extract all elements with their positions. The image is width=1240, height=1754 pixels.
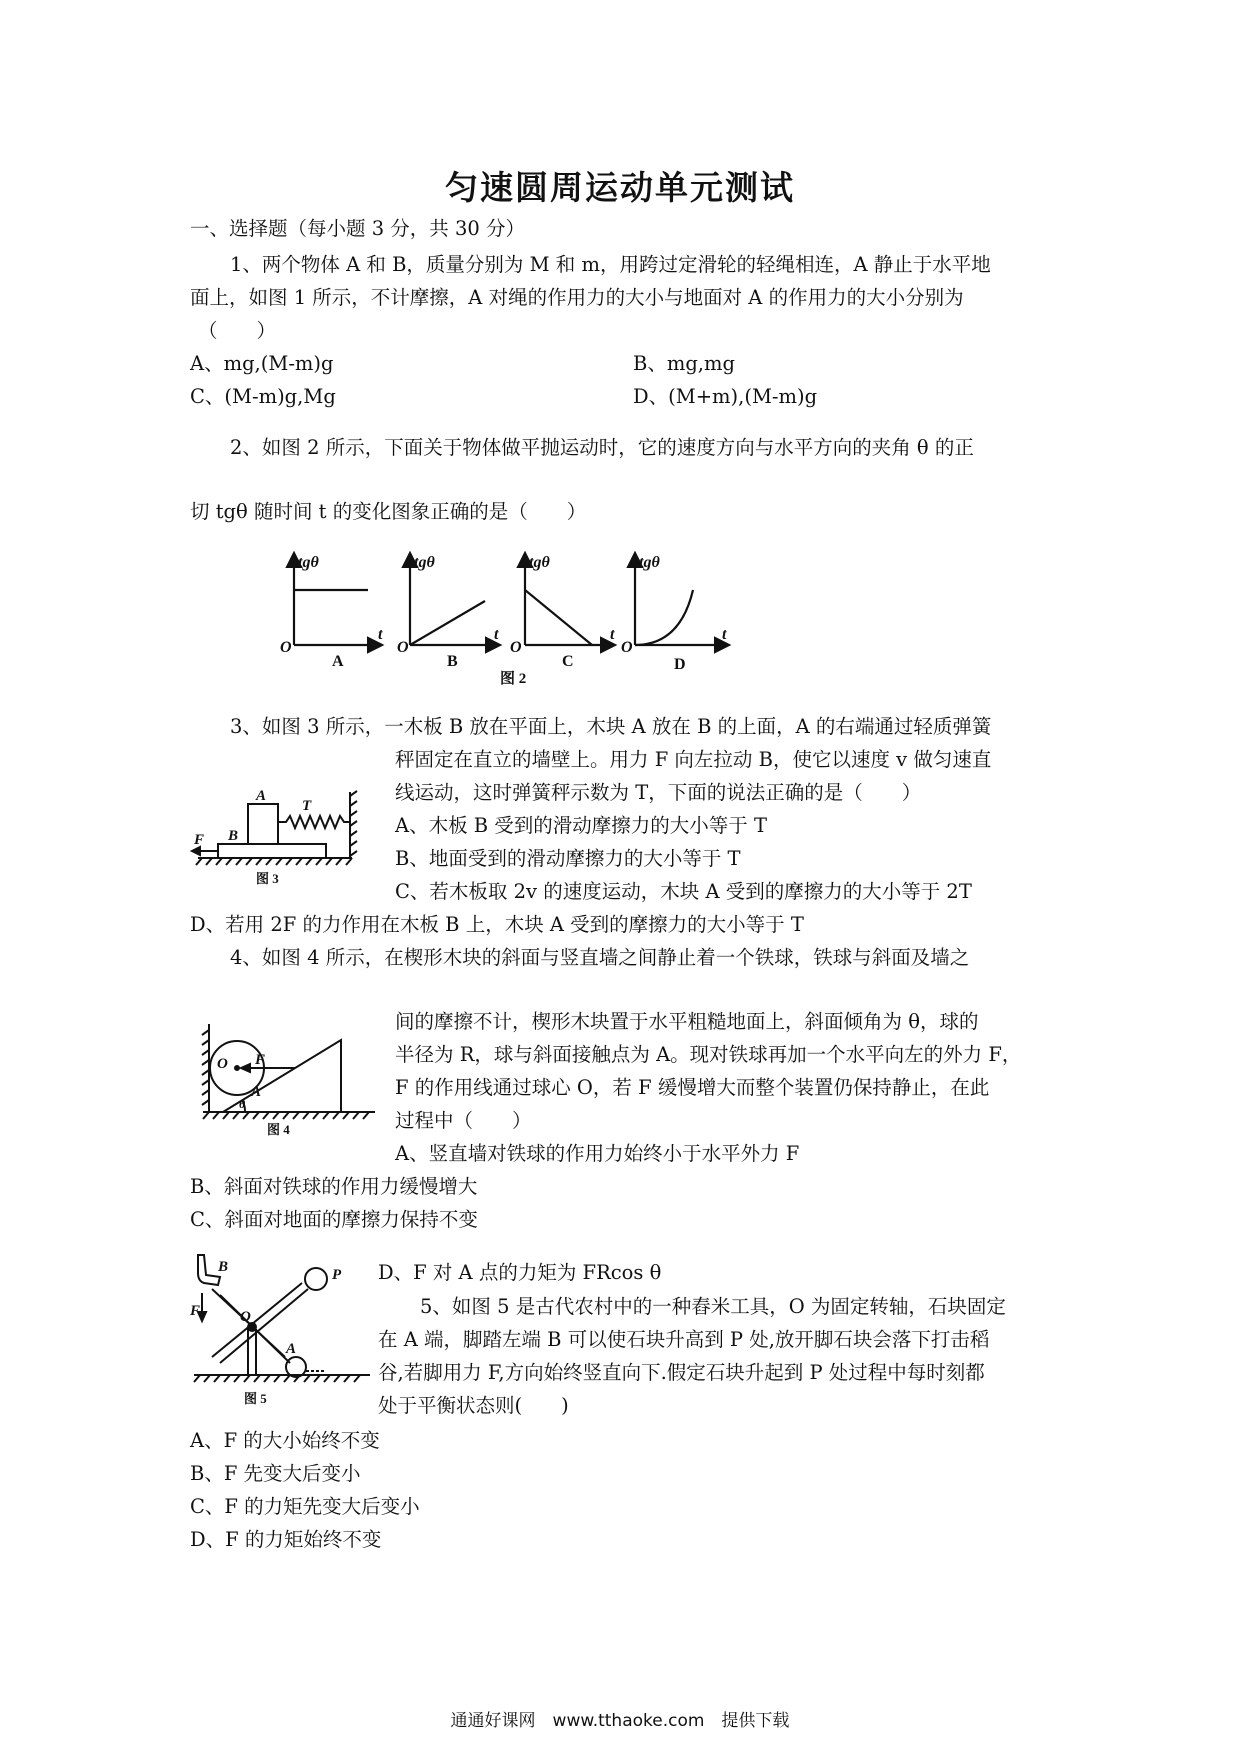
q1-line-1: 1、两个物体 A 和 B，质量分别为 M 和 m，用跨过定滑轮的轻绳相连，A 静止于水平地 — [230, 253, 991, 276]
q5-line-3: 谷,若脚用力 F,方向始终竖直向下.假定石块升起到 P 处过程中每时刻都 — [378, 1361, 985, 1384]
graph-d-label: D — [674, 656, 686, 673]
q3-option-a: A、木板 B 受到的滑动摩擦力的大小等于 T — [395, 814, 768, 837]
q5-line-4: 处于平衡状态则( ) — [378, 1394, 569, 1417]
q1-option-c: C、(M-m)g,Mg — [190, 385, 336, 408]
block-a — [248, 804, 278, 844]
figure-5 — [190, 1245, 385, 1415]
label-a: A — [286, 1341, 297, 1357]
figure-4 — [195, 1010, 385, 1140]
q5-option-c: C、F 的力矩先变大后变小 — [190, 1495, 420, 1518]
graph-c-xlabel: t — [610, 626, 615, 643]
q4-line-3: 半径为 R，球与斜面接触点为 A。现对铁球再加一个水平向左的外力 F， — [395, 1043, 1022, 1066]
q1-option-b: B、mg,mg — [633, 352, 735, 375]
label-theta: θ — [239, 1097, 246, 1111]
q5-option-d: D、F 的力矩始终不变 — [190, 1528, 382, 1551]
q1-line-3: （ ） — [198, 319, 277, 342]
label-a: A — [256, 788, 267, 804]
figure-2-caption: 图 2 — [500, 671, 527, 687]
figure-3 — [190, 772, 365, 892]
label-f: F — [190, 1303, 201, 1319]
label-o: O — [240, 1309, 251, 1325]
q4-line-5: 过程中（ ） — [395, 1109, 532, 1132]
q4-option-c: C、斜面对地面的摩擦力保持不变 — [190, 1208, 478, 1231]
graph-b-xlabel: t — [494, 626, 499, 643]
footer-credit: 通通好课网 www.tthaoke.com 提供下载 — [450, 1711, 790, 1731]
q3-option-b: B、地面受到的滑动摩擦力的大小等于 T — [395, 847, 741, 870]
graph-a-ylabel: tgθ — [298, 554, 319, 571]
q4-line-1: 4、如图 4 所示，在楔形木块的斜面与竖直墙之间静止着一个铁球，铁球与斜面及墙之 — [230, 946, 970, 969]
q3-option-c: C、若木板取 2v 的速度运动，木块 A 受到的摩擦力的大小等于 2T — [395, 880, 972, 903]
board-b — [218, 844, 326, 858]
graph-d-xlabel: t — [722, 626, 727, 643]
foot — [198, 1255, 220, 1285]
figure-5-caption: 图 5 — [244, 1391, 267, 1406]
graph-a-origin: O — [280, 639, 292, 656]
q3-line-1: 3、如图 3 所示，一木板 B 放在平面上，木块 A 放在 B 的上面，A 的右端通过轻质弹簧 — [230, 715, 992, 738]
graph-b-origin: O — [397, 639, 409, 656]
label-f: F — [255, 1052, 266, 1068]
q4-option-d: D、F 对 A 点的力矩为 FRcos θ — [378, 1261, 662, 1284]
label-b: B — [228, 828, 239, 844]
q4-option-b: B、斜面对铁球的作用力缓慢增大 — [190, 1175, 478, 1198]
label-p: P — [332, 1267, 342, 1283]
graph-b-label: B — [447, 653, 458, 670]
graph-c-origin: O — [510, 639, 522, 656]
q2-line-2: 切 tgθ 随时间 t 的变化图象正确的是（ ） — [190, 500, 587, 523]
q1-option-d: D、(M+m),(M-m)g — [633, 385, 818, 408]
q4-option-a: A、竖直墙对铁球的作用力始终小于水平外力 F — [395, 1142, 800, 1165]
graph-c-ylabel: tgθ — [529, 554, 550, 571]
q5-option-a: A、F 的大小始终不变 — [190, 1429, 380, 1452]
spring-scale — [278, 816, 350, 828]
graph-a-label: A — [332, 653, 344, 670]
page-title: 匀速圆周运动单元测试 — [445, 168, 795, 207]
q5-line-1: 5、如图 5 是古代农村中的一种舂米工具，O 为固定转轴，石块固定 — [420, 1295, 1006, 1318]
q5-option-b: B、F 先变大后变小 — [190, 1462, 361, 1485]
q4-line-2: 间的摩擦不计，楔形木块置于水平粗糙地面上，斜面倾角为 θ，球的 — [395, 1010, 979, 1033]
q5-line-2: 在 A 端，脚踏左端 B 可以使石块升高到 P 处,放开脚石块会落下打击稻 — [378, 1328, 990, 1351]
q4-line-4: F 的作用线通过球心 O，若 F 缓慢增大而整个装置仍保持静止，在此 — [395, 1076, 990, 1099]
q2-line-1: 2、如图 2 所示，下面关于物体做平抛运动时，它的速度方向与水平方向的夹角 θ 的正 — [230, 436, 974, 459]
stone-at-p — [305, 1268, 327, 1290]
section-heading: 一、选择题（每小题 3 分，共 30 分） — [190, 217, 526, 240]
graph-d-ylabel: tgθ — [639, 554, 660, 571]
figure-4-caption: 图 4 — [267, 1122, 290, 1137]
q3-line-3: 线运动，这时弹簧秤示数为 T，下面的说法正确的是（ ） — [395, 781, 922, 804]
figure-3-caption: 图 3 — [256, 871, 279, 886]
label-f: F — [194, 832, 205, 848]
graph-a-xlabel: t — [378, 626, 383, 643]
q3-line-2: 秤固定在直立的墙壁上。用力 F 向左拉动 B，使它以速度 v 做匀速直 — [395, 748, 992, 771]
graph-b-ylabel: tgθ — [414, 554, 435, 571]
label-a: A — [251, 1084, 262, 1100]
label-o: O — [217, 1056, 228, 1072]
q1-option-a: A、mg,(M-m)g — [190, 352, 334, 375]
label-b: B — [218, 1259, 229, 1275]
graph-c-label: C — [562, 653, 574, 670]
label-t: T — [302, 798, 312, 814]
figure-2 — [280, 545, 740, 690]
q3-option-d: D、若用 2F 的力作用在木板 B 上，木块 A 受到的摩擦力的大小等于 T — [190, 913, 804, 936]
graph-d-origin: O — [621, 639, 633, 656]
q1-line-2: 面上，如图 1 所示，不计摩擦，A 对绳的作用力的大小与地面对 A 的作用力的大小分别为 — [190, 286, 964, 309]
